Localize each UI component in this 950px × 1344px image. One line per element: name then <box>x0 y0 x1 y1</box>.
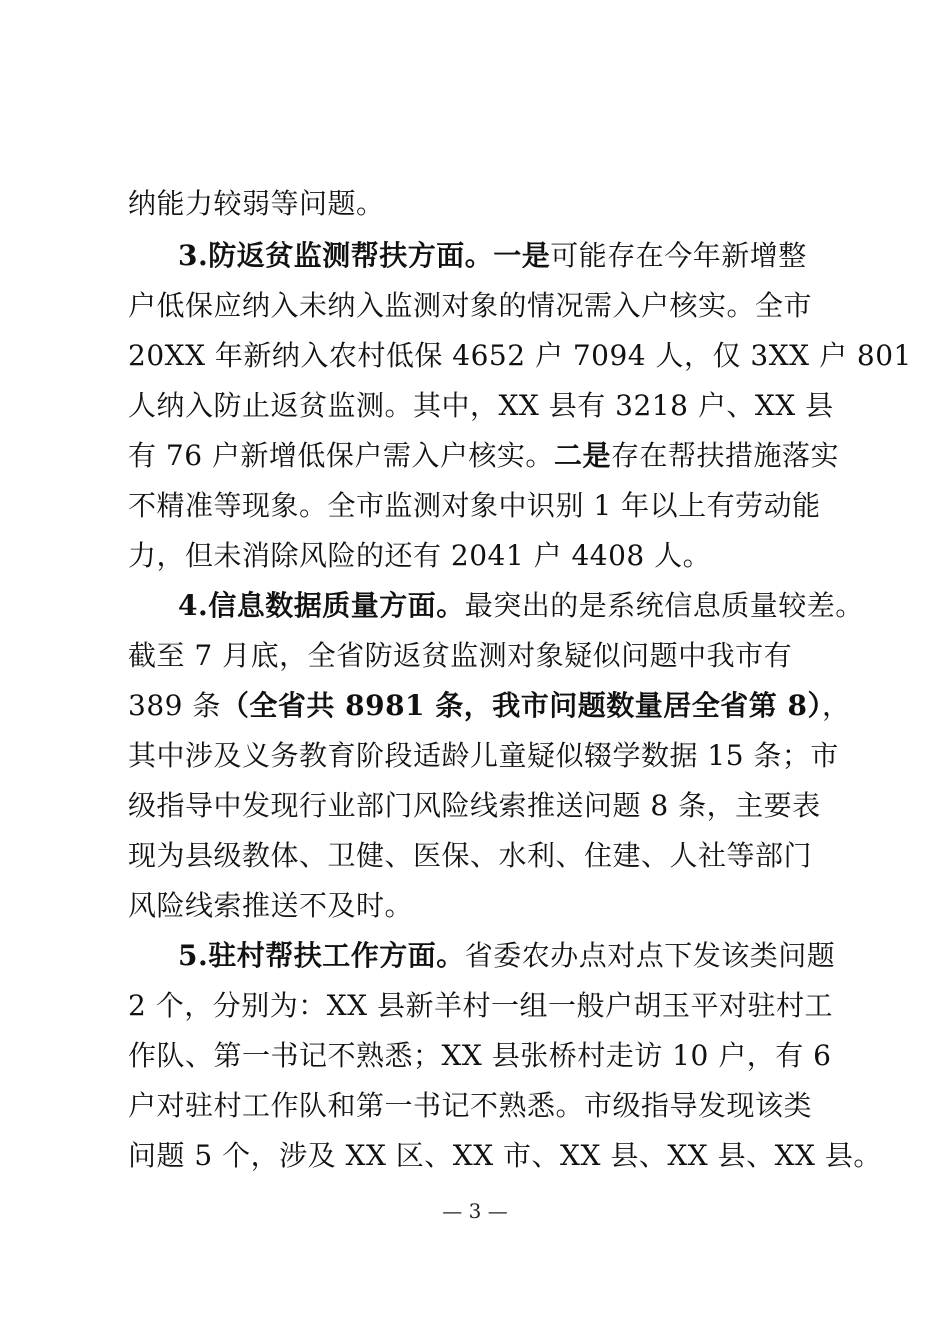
text-segment: 不精准等现象。全市监测对象中识别 1 年以上有劳动能 <box>128 489 821 522</box>
text-line <box>128 480 840 532</box>
text-line <box>128 280 840 332</box>
text-line <box>128 880 840 932</box>
text-segment: 纳能力较弱等问题。 <box>128 187 385 220</box>
text-segment: ， <box>822 689 851 722</box>
text-segment: 风险线索推送不及时。 <box>128 889 414 922</box>
text-line <box>178 580 864 632</box>
text-segment: 有 76 户新增低保户需入户核实。 <box>128 439 554 472</box>
bold-text: （全省共 8981 条，我市问题数量居全省第 8） <box>220 689 823 722</box>
text-line <box>128 1080 840 1132</box>
text-segment: 其中涉及义务教育阶段适龄儿童疑似辍学数据 15 条；市 <box>128 739 839 772</box>
text-segment: 人纳入防止返贫监测。其中，XX 县有 3218 户、XX 县 <box>128 389 834 422</box>
text-line <box>128 530 840 582</box>
text-line <box>128 730 840 782</box>
bold-text: 二是 <box>553 439 611 472</box>
text-segment: 截至 7 月底，全省防返贫监测对象疑似问题中我市有 <box>128 639 793 672</box>
text-line <box>128 980 840 1032</box>
text-segment: 户低保应纳入未纳入监测对象的情况需入户核实。全市 <box>128 289 813 322</box>
text-segment: 2 个，分别为：XX 县新羊村一组一般户胡玉平对驻村工 <box>128 989 833 1022</box>
text-segment: 问题 5 个，涉及 XX 区、XX 市、XX 县、XX 县、XX 县。 <box>128 1139 882 1172</box>
text-segment: 存在帮扶措施落实 <box>610 439 839 472</box>
text-line <box>128 1130 882 1182</box>
text-line <box>178 230 840 282</box>
text-segment: 作队、第一书记不熟悉；XX 县张桥村走访 10 户，有 6 <box>128 1039 832 1072</box>
text-segment: 可能存在今年新增整 <box>550 239 807 272</box>
text-segment: 现为县级教体、卫健、医保、水利、住建、人社等部门 <box>128 839 813 872</box>
text-line <box>128 380 840 432</box>
text-segment: 省委农办点对点下发该类问题 <box>464 939 836 972</box>
page-number: — 3 — <box>442 1199 508 1223</box>
text-line <box>128 630 840 682</box>
text-line <box>128 830 840 882</box>
bold-text: 4.信息数据质量方面。 <box>178 589 465 622</box>
text-line <box>128 780 840 832</box>
bold-text: 3.防返贫监测帮扶方面。一是 <box>178 239 551 272</box>
text-line <box>128 178 840 230</box>
text-segment: 20XX 年新纳入农村低保 4652 户 7094 人，仅 3XX 户 801 <box>128 339 912 372</box>
text-line <box>128 430 840 482</box>
text-line <box>128 1030 840 1082</box>
text-segment: 389 条 <box>128 689 221 722</box>
bold-text: 5.驻村帮扶工作方面。 <box>178 939 465 972</box>
text-line <box>128 680 851 732</box>
text-line <box>178 930 840 982</box>
text-segment: 户对驻村工作队和第一书记不熟悉。市级指导发现该类 <box>128 1089 813 1122</box>
text-segment: 最突出的是系统信息质量较差。 <box>464 589 864 622</box>
text-segment: 级指导中发现行业部门风险线索推送问题 8 条，主要表 <box>128 789 821 822</box>
text-segment: 力，但未消除风险的还有 2041 户 4408 人。 <box>128 539 712 572</box>
text-line <box>128 330 912 382</box>
